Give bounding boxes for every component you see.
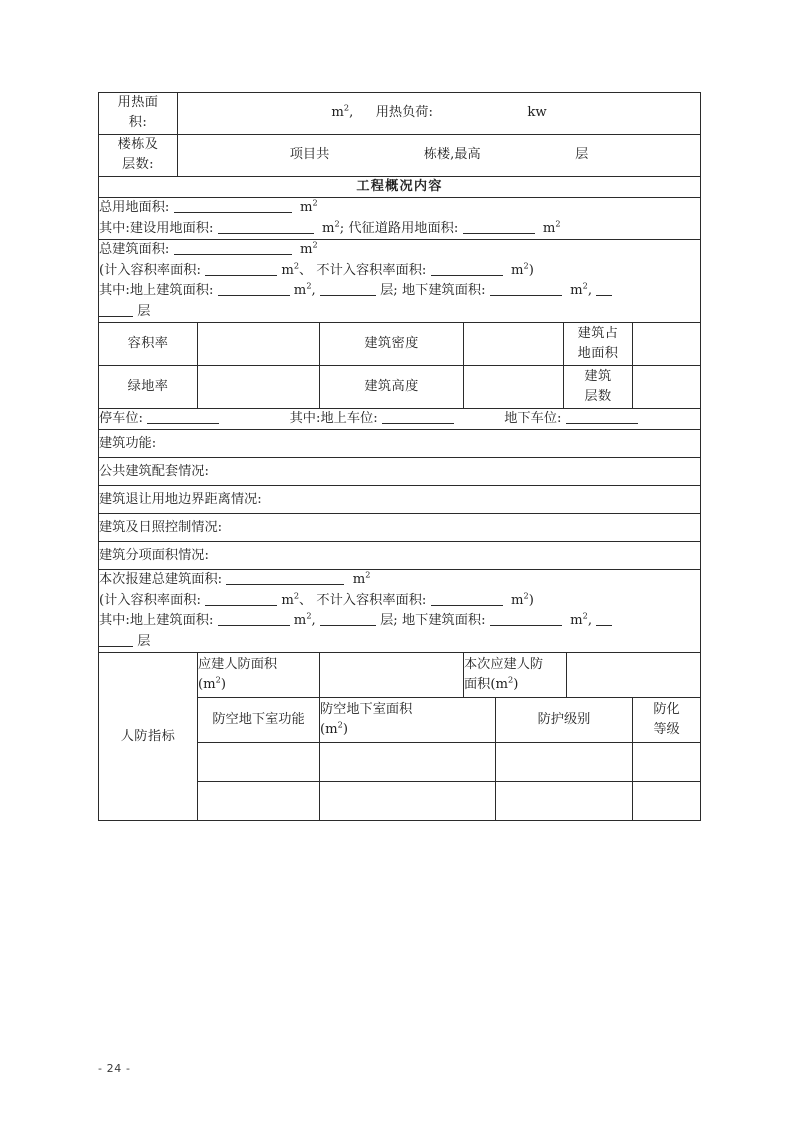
above-ground-floors-unit: 层; xyxy=(380,283,398,299)
current-above-ground-unit: $m^2$, xyxy=(293,610,316,629)
table-row-itemized-area xyxy=(99,542,701,570)
table-row-public-facilities xyxy=(99,458,701,486)
parking-total-input[interactable] xyxy=(147,410,219,424)
total-land-area-cell[interactable] xyxy=(99,198,701,240)
protection-level-value[interactable] xyxy=(496,782,633,821)
construction-land-input[interactable] xyxy=(218,220,314,234)
table-row-total-floor-area xyxy=(99,240,701,323)
building-count-middle: 栋楼,最高 xyxy=(423,147,481,163)
current-far-excluded-unit: $m^2$) xyxy=(506,590,534,608)
far-included-unit: $m^2$、 xyxy=(281,260,313,278)
current-far-included-input[interactable] xyxy=(205,592,277,606)
under-ground-floors-input-a[interactable] xyxy=(596,282,612,296)
setback-distance-cell[interactable] xyxy=(99,486,701,514)
heating-area-label: 用热面 积: xyxy=(99,93,178,135)
current-required-defense-area-label: 本次应建人防 面积$(m^2)$ xyxy=(464,653,567,698)
parking-cell[interactable] xyxy=(99,408,701,429)
table-row-metrics-2 xyxy=(99,365,701,408)
chemical-grade-value[interactable] xyxy=(633,782,701,821)
table-row-section-header xyxy=(99,176,701,197)
table-row-current-report-area xyxy=(99,570,701,653)
under-ground-input[interactable] xyxy=(490,282,562,296)
basement-function-header: 防空地下室功能 xyxy=(198,698,320,743)
public-facilities-cell[interactable] xyxy=(99,458,701,486)
current-above-ground-floors-unit: 层; xyxy=(380,613,398,629)
road-land-input[interactable] xyxy=(463,220,535,234)
current-under-ground-unit: $m^2$, xyxy=(565,610,593,629)
under-ground-unit: $m^2$, xyxy=(565,280,593,299)
current-far-included-unit: $m^2$、 xyxy=(281,590,313,608)
parking-total-label: 停车位: xyxy=(99,410,144,426)
current-under-ground-floors-unit: 层 xyxy=(137,633,151,649)
current-report-area-cell[interactable] xyxy=(99,570,701,653)
protection-level-value[interactable] xyxy=(496,743,633,782)
far-excluded-label: 不计入容积率面积: xyxy=(316,262,427,278)
construction-land-label: 其中:建设用地面积: xyxy=(99,220,214,236)
total-land-label: 总用地面积: xyxy=(99,200,170,216)
current-far-excluded-input[interactable] xyxy=(431,592,503,606)
current-above-ground-label: 其中:地上建筑面积: xyxy=(99,613,214,629)
current-far-included-label: (计入容积率面积: xyxy=(99,592,201,608)
far-excluded-input[interactable] xyxy=(431,261,503,275)
itemized-area-label: 建筑分项面积情况: xyxy=(99,547,209,563)
under-ground-floors-input-b[interactable] xyxy=(99,302,133,316)
required-defense-area-label: 应建人防面积 $(m^2)$ xyxy=(198,653,320,698)
above-ground-input[interactable] xyxy=(218,282,290,296)
current-under-ground-floors-input-a[interactable] xyxy=(596,612,612,626)
public-facilities-label: 公共建筑配套情况: xyxy=(99,463,209,479)
green-ratio-value[interactable] xyxy=(198,365,320,408)
table-row-metrics-1 xyxy=(99,322,701,365)
table-row-building-count xyxy=(99,134,701,176)
current-far-excluded-label: 不计入容积率面积: xyxy=(316,592,427,608)
parking-above-input[interactable] xyxy=(382,410,454,424)
building-height-value[interactable] xyxy=(464,365,564,408)
road-land-unit: $m^2$ xyxy=(538,218,561,236)
current-above-ground-floors-input[interactable] xyxy=(320,612,376,626)
building-footprint-label: 建筑占 地面积 xyxy=(564,322,633,365)
construction-land-unit: $m^2$; xyxy=(317,218,345,236)
required-defense-area-value[interactable] xyxy=(320,653,464,698)
current-under-ground-input[interactable] xyxy=(490,612,562,626)
building-function-label: 建筑功能: xyxy=(99,435,157,451)
sunlight-control-label: 建筑及日照控制情况: xyxy=(99,519,223,535)
above-ground-floors-input[interactable] xyxy=(320,282,376,296)
far-included-input[interactable] xyxy=(205,261,277,275)
current-total-unit: $m^2$ xyxy=(348,570,371,588)
current-above-ground-input[interactable] xyxy=(218,612,290,626)
building-function-cell[interactable] xyxy=(99,430,701,458)
above-ground-unit: $m^2$, xyxy=(293,280,316,299)
total-floor-input[interactable] xyxy=(174,241,292,255)
building-count-suffix: 层 xyxy=(575,147,589,163)
table-row-setback-distance xyxy=(99,486,701,514)
total-land-input[interactable] xyxy=(174,199,292,213)
building-count-prefix: 项目共 xyxy=(289,147,330,163)
total-floor-area-cell[interactable] xyxy=(99,240,701,323)
under-ground-floors-unit: 层 xyxy=(137,303,151,319)
current-under-ground-label: 地下建筑面积: xyxy=(401,613,486,629)
basement-function-value[interactable] xyxy=(198,743,320,782)
current-required-defense-area-value[interactable] xyxy=(567,653,701,698)
chemical-grade-header: 防化 等级 xyxy=(633,698,701,743)
heating-area-value-cell[interactable] xyxy=(178,93,701,135)
far-included-label: (计入容积率面积: xyxy=(99,262,201,278)
under-ground-label: 地下建筑面积: xyxy=(401,283,486,299)
table-row-total-land-area xyxy=(99,198,701,240)
parking-above-label: 其中:地上车位: xyxy=(289,410,378,426)
plot-ratio-label: 容积率 xyxy=(99,322,198,365)
building-density-value[interactable] xyxy=(464,322,564,365)
civil-defense-label: 人防指标 xyxy=(99,653,198,821)
section-header-title: 工程概况内容 xyxy=(99,176,701,197)
parking-under-label: 地下车位: xyxy=(504,410,562,426)
page-number: - 24 - xyxy=(98,1062,131,1075)
basement-area-header: 防空地下室面积 $(m^2)$ xyxy=(320,698,496,743)
building-count-label: 楼栋及 层数: xyxy=(99,134,178,176)
project-overview-form xyxy=(98,92,701,821)
total-floor-label: 总建筑面积: xyxy=(99,242,170,258)
table-row-civil-defense-header xyxy=(99,653,701,698)
protection-level-header: 防护级别 xyxy=(496,698,633,743)
above-ground-label: 其中:地上建筑面积: xyxy=(99,283,214,299)
green-ratio-label: 绿地率 xyxy=(99,365,198,408)
far-excluded-unit: $m^2$) xyxy=(506,260,534,278)
chemical-grade-value[interactable] xyxy=(633,743,701,782)
basement-area-value[interactable] xyxy=(320,743,496,782)
itemized-area-cell[interactable] xyxy=(99,542,701,570)
road-land-label: 代征道路用地面积: xyxy=(348,220,459,236)
building-floors-label: 建筑 层数 xyxy=(564,365,633,408)
current-total-label: 本次报建总建筑面积: xyxy=(99,572,223,588)
table-row-building-function xyxy=(99,430,701,458)
heating-load-unit: kw xyxy=(527,105,547,121)
total-land-unit: $m^2$ xyxy=(295,197,318,216)
plot-ratio-value[interactable] xyxy=(198,322,320,365)
total-floor-unit: $m^2$ xyxy=(295,239,318,258)
sunlight-control-cell[interactable] xyxy=(99,514,701,542)
heating-area-unit: $m^2$, xyxy=(331,102,354,121)
table-row-sunlight-control xyxy=(99,514,701,542)
basement-area-value[interactable] xyxy=(320,782,496,821)
current-under-ground-floors-input-b[interactable] xyxy=(99,633,133,647)
basement-function-value[interactable] xyxy=(198,782,320,821)
building-count-value-cell[interactable] xyxy=(178,134,701,176)
building-height-label: 建筑高度 xyxy=(320,365,464,408)
parking-under-input[interactable] xyxy=(566,410,638,424)
building-footprint-value[interactable] xyxy=(633,322,701,365)
setback-distance-label: 建筑退让用地边界距离情况: xyxy=(99,491,262,507)
building-floors-value[interactable] xyxy=(633,365,701,408)
building-density-label: 建筑密度 xyxy=(320,322,464,365)
table-row-parking xyxy=(99,408,701,429)
current-total-input[interactable] xyxy=(226,571,344,585)
heating-load-label: 用热负荷: xyxy=(375,105,433,121)
table-row-heating-area xyxy=(99,93,701,135)
